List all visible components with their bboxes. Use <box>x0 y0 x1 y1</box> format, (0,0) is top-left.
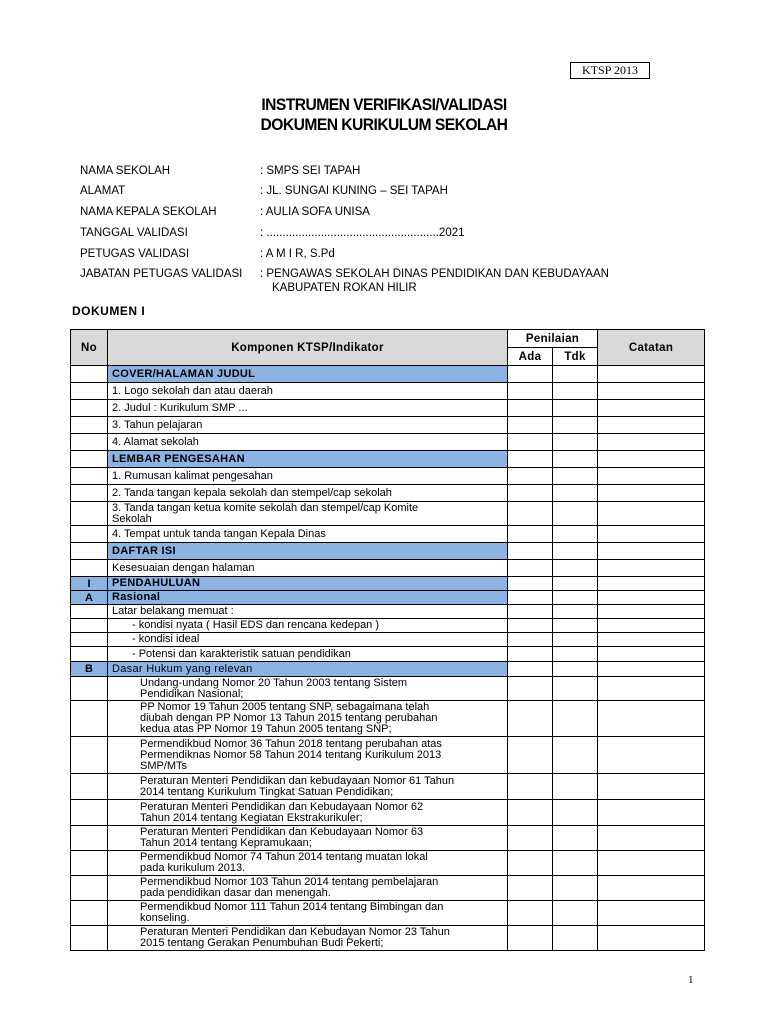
row-indikator: Peraturan Menteri Pendidikan dan Kebudayan Nomor 23 Tahun 2015 tentang Gerakan Penumbuhan Budi Pekerti; <box>108 926 508 951</box>
row-catatan-cell[interactable] <box>598 926 705 951</box>
row-number <box>71 901 108 926</box>
page-number: 1 <box>688 974 694 986</box>
row-ada-cell[interactable] <box>508 560 553 577</box>
row-indikator: 1. Rumusan kalimat pengesahan <box>108 468 508 485</box>
row-tdk-cell[interactable] <box>553 737 598 774</box>
header-tdk: Tdk <box>553 348 598 366</box>
info-key: JABATAN PETUGAS VALIDASI <box>80 268 243 280</box>
row-tdk-cell[interactable] <box>553 677 598 701</box>
row-catatan-cell[interactable] <box>598 417 705 434</box>
row-catatan-cell[interactable] <box>598 737 705 774</box>
row-number <box>71 677 108 701</box>
row-catatan-cell[interactable] <box>598 633 705 647</box>
row-number <box>71 543 108 560</box>
row-tdk-cell[interactable] <box>553 560 598 577</box>
row-catatan-cell[interactable] <box>598 851 705 876</box>
row-tdk-cell[interactable] <box>553 383 598 400</box>
row-tdk-cell[interactable] <box>553 647 598 662</box>
row-number <box>71 560 108 577</box>
row-tdk-cell[interactable] <box>553 400 598 417</box>
row-ada-cell[interactable] <box>508 543 553 560</box>
table-row <box>71 701 705 737</box>
row-number <box>71 876 108 901</box>
row-catatan-cell[interactable] <box>598 543 705 560</box>
info-key: PETUGAS VALIDASI <box>80 248 190 260</box>
row-tdk-cell[interactable] <box>553 800 598 826</box>
row-ada-cell[interactable] <box>508 876 553 901</box>
row-ada-cell[interactable] <box>508 485 553 502</box>
row-indikator: Permendikbud Nomor 103 Tahun 2014 tentang pembelajaran pada pendidikan dasar dan menengah. <box>108 876 508 901</box>
row-tdk-cell[interactable] <box>553 605 598 619</box>
row-catatan-cell[interactable] <box>598 901 705 926</box>
table-row <box>71 633 705 647</box>
row-ada-cell[interactable] <box>508 400 553 417</box>
table-row <box>71 851 705 876</box>
row-number <box>71 826 108 851</box>
row-indikator: PENDAHULUAN <box>108 577 508 591</box>
row-indikator: Peraturan Menteri Pendidikan dan kebudayaan Nomor 61 Tahun 2014 tentang Kurikulum Tingkat Satuan Pendidikan; <box>108 774 508 800</box>
row-number <box>71 737 108 774</box>
row-tdk-cell[interactable] <box>553 485 598 502</box>
table-row <box>71 400 705 417</box>
row-number <box>71 434 108 451</box>
row-indikator: 2. Tanda tangan kepala sekolah dan stempel/cap sekolah <box>108 485 508 502</box>
row-ada-cell[interactable] <box>508 737 553 774</box>
row-catatan-cell[interactable] <box>598 400 705 417</box>
row-catatan-cell[interactable] <box>598 468 705 485</box>
table-row <box>71 737 705 774</box>
header-ada: Ada <box>508 348 553 366</box>
row-number <box>71 851 108 876</box>
row-number: B <box>71 662 108 677</box>
row-ada-cell[interactable] <box>508 502 553 526</box>
header-catatan: Catatan <box>598 330 705 366</box>
row-number <box>71 633 108 647</box>
row-catatan-cell[interactable] <box>598 560 705 577</box>
row-catatan-cell[interactable] <box>598 451 705 468</box>
row-catatan-cell[interactable] <box>598 577 705 591</box>
row-catatan-cell[interactable] <box>598 383 705 400</box>
info-value-continued: KABUPATEN ROKAN HILIR <box>272 282 417 294</box>
row-number: A <box>71 591 108 605</box>
row-indikator: Permendikbud Nomor 111 Tahun 2014 tentang Bimbingan dan konseling. <box>108 901 508 926</box>
row-catatan-cell[interactable] <box>598 591 705 605</box>
row-tdk-cell[interactable] <box>553 591 598 605</box>
row-tdk-cell[interactable] <box>553 577 598 591</box>
row-indikator: 3. Tanda tangan ketua komite sekolah dan stempel/cap Komite Sekolah <box>108 502 508 526</box>
row-tdk-cell[interactable] <box>553 468 598 485</box>
row-indikator: Rasional <box>108 591 508 605</box>
table-row <box>71 662 705 677</box>
row-indikator: Permendikbud Nomor 36 Tahun 2018 tentang perubahan atas Permendiknas Nomor 58 Tahun 2014 tentang Kurikulum 2013 SMP/MTs <box>108 737 508 774</box>
row-tdk-cell[interactable] <box>553 774 598 800</box>
info-key: NAMA SEKOLAH <box>80 165 171 177</box>
row-catatan-cell[interactable] <box>598 826 705 851</box>
row-number <box>71 619 108 633</box>
section-label: DOKUMEN I <box>72 304 146 318</box>
title-line-1: INSTRUMEN VERIFIKASI/VALIDASI <box>261 95 507 114</box>
info-value: : AULIA SOFA UNISA <box>260 206 370 218</box>
row-ada-cell[interactable] <box>508 774 553 800</box>
row-number <box>71 926 108 951</box>
row-ada-cell[interactable] <box>508 605 553 619</box>
ktsp-badge: KTSP 2013 <box>570 62 650 79</box>
table-row <box>71 605 705 619</box>
row-ada-cell[interactable] <box>508 647 553 662</box>
row-catatan-cell[interactable] <box>598 619 705 633</box>
row-tdk-cell[interactable] <box>553 543 598 560</box>
row-indikator: 1. Logo sekolah dan atau daerah <box>108 383 508 400</box>
row-number <box>71 605 108 619</box>
row-ada-cell[interactable] <box>508 926 553 951</box>
row-ada-cell[interactable] <box>508 577 553 591</box>
row-indikator: 4. Tempat untuk tanda tangan Kepala Dinas <box>108 526 508 543</box>
row-indikator: LEMBAR PENGESAHAN <box>108 451 508 468</box>
row-ada-cell[interactable] <box>508 383 553 400</box>
row-number <box>71 417 108 434</box>
row-tdk-cell[interactable] <box>553 851 598 876</box>
row-tdk-cell[interactable] <box>553 451 598 468</box>
table-row <box>71 417 705 434</box>
row-indikator: DAFTAR ISI <box>108 543 508 560</box>
row-indikator: COVER/HALAMAN JUDUL <box>108 366 508 383</box>
row-tdk-cell[interactable] <box>553 502 598 526</box>
row-ada-cell[interactable] <box>508 366 553 383</box>
row-ada-cell[interactable] <box>508 901 553 926</box>
row-catatan-cell[interactable] <box>598 434 705 451</box>
table-row <box>71 451 705 468</box>
row-tdk-cell[interactable] <box>553 366 598 383</box>
row-number <box>71 701 108 737</box>
table-row <box>71 502 705 526</box>
row-tdk-cell[interactable] <box>553 901 598 926</box>
row-catatan-cell[interactable] <box>598 647 705 662</box>
row-number <box>71 800 108 826</box>
row-ada-cell[interactable] <box>508 619 553 633</box>
row-indikator: Latar belakang memuat : <box>108 605 508 619</box>
info-value: : A M I R, S.Pd <box>260 248 335 260</box>
info-key: ALAMAT <box>80 185 126 197</box>
row-ada-cell[interactable] <box>508 701 553 737</box>
row-indikator: Permendikbud Nomor 74 Tahun 2014 tentang muatan lokal pada kurikulum 2013. <box>108 851 508 876</box>
row-catatan-cell[interactable] <box>598 526 705 543</box>
row-catatan-cell[interactable] <box>598 366 705 383</box>
row-tdk-cell[interactable] <box>553 926 598 951</box>
row-catatan-cell[interactable] <box>598 662 705 677</box>
table-row <box>71 876 705 901</box>
row-number <box>71 366 108 383</box>
row-number <box>71 468 108 485</box>
table-row <box>71 543 705 560</box>
row-number <box>71 383 108 400</box>
header-komponen: Komponen KTSP/Indikator <box>108 330 508 366</box>
row-indikator: - kondisi nyata ( Hasil EDS dan rencana kedepan ) <box>108 619 508 633</box>
row-catatan-cell[interactable] <box>598 605 705 619</box>
table-row <box>71 485 705 502</box>
info-value: : JL. SUNGAI KUNING – SEI TAPAH <box>260 185 448 197</box>
info-key: TANGGAL VALIDASI <box>80 227 188 239</box>
row-indikator: Peraturan Menteri Pendidikan dan Kebudayaan Nomor 62 Tahun 2014 tentang Kegiatan Ekstrakurikuler; <box>108 800 508 826</box>
row-ada-cell[interactable] <box>508 662 553 677</box>
info-key: NAMA KEPALA SEKOLAH <box>80 206 217 218</box>
table-row <box>71 774 705 800</box>
row-number <box>71 774 108 800</box>
row-ada-cell[interactable] <box>508 677 553 701</box>
row-indikator: PP Nomor 19 Tahun 2005 tentang SNP, sebagaimana telah diubah dengan PP Nomor 13 Tahun 2015 tentang perubahan kedua atas PP Nomor 19 Tahun 2005 tentang SNP; <box>108 701 508 737</box>
table-row <box>71 826 705 851</box>
row-number <box>71 400 108 417</box>
table-row <box>71 468 705 485</box>
row-indikator: Kesesuaian dengan halaman <box>108 560 508 577</box>
info-value: : SMPS SEI TAPAH <box>260 165 361 177</box>
table-row <box>71 383 705 400</box>
row-ada-cell[interactable] <box>508 526 553 543</box>
row-ada-cell[interactable] <box>508 800 553 826</box>
row-ada-cell[interactable] <box>508 468 553 485</box>
row-tdk-cell[interactable] <box>553 526 598 543</box>
row-number <box>71 502 108 526</box>
info-value: : ......................................................2021 <box>260 227 465 239</box>
table-row <box>71 560 705 577</box>
row-ada-cell[interactable] <box>508 417 553 434</box>
table-row <box>71 677 705 701</box>
row-indikator: Undang-undang Nomor 20 Tahun 2003 tentang Sistem Pendidikan Nasional; <box>108 677 508 701</box>
row-catatan-cell[interactable] <box>598 800 705 826</box>
row-ada-cell[interactable] <box>508 826 553 851</box>
row-tdk-cell[interactable] <box>553 417 598 434</box>
row-catatan-cell[interactable] <box>598 677 705 701</box>
row-indikator: Peraturan Menteri Pendidikan dan Kebudayaan Nomor 63 Tahun 2014 tentang Kepramukaan; <box>108 826 508 851</box>
row-indikator: 2. Judul : Kurikulum SMP ... <box>108 400 508 417</box>
table-row <box>71 434 705 451</box>
row-indikator: Dasar Hukum yang relevan <box>108 662 508 677</box>
header-penilaian: Penilaian <box>508 330 598 348</box>
row-number <box>71 526 108 543</box>
table-row <box>71 577 705 591</box>
row-number: I <box>71 577 108 591</box>
table-body <box>71 366 705 951</box>
table-row <box>71 366 705 383</box>
row-ada-cell[interactable] <box>508 591 553 605</box>
row-indikator: - kondisi ideal <box>108 633 508 647</box>
row-tdk-cell[interactable] <box>553 701 598 737</box>
table-row <box>71 800 705 826</box>
row-ada-cell[interactable] <box>508 451 553 468</box>
row-tdk-cell[interactable] <box>553 633 598 647</box>
row-catatan-cell[interactable] <box>598 876 705 901</box>
table-row <box>71 647 705 662</box>
table-row <box>71 591 705 605</box>
title-line-2: DOKUMEN KURIKULUM SEKOLAH <box>260 115 508 134</box>
row-tdk-cell[interactable] <box>553 619 598 633</box>
header-no: No <box>71 330 108 366</box>
row-catatan-cell[interactable] <box>598 774 705 800</box>
row-ada-cell[interactable] <box>508 851 553 876</box>
row-number <box>71 485 108 502</box>
table-row <box>71 901 705 926</box>
row-indikator: 3. Tahun pelajaran <box>108 417 508 434</box>
row-ada-cell[interactable] <box>508 633 553 647</box>
row-tdk-cell[interactable] <box>553 876 598 901</box>
row-indikator: - Potensi dan karakteristik satuan pendidikan <box>108 647 508 662</box>
row-catatan-cell[interactable] <box>598 485 705 502</box>
row-indikator: 4. Alamat sekolah <box>108 434 508 451</box>
info-value: : PENGAWAS SEKOLAH DINAS PENDIDIKAN DAN KEBUDAYAAN <box>260 268 609 280</box>
row-number <box>71 451 108 468</box>
verification-table <box>70 329 705 951</box>
row-ada-cell[interactable] <box>508 434 553 451</box>
row-catatan-cell[interactable] <box>598 701 705 737</box>
row-catatan-cell[interactable] <box>598 502 705 526</box>
row-tdk-cell[interactable] <box>553 434 598 451</box>
table-row <box>71 619 705 633</box>
table-row <box>71 926 705 951</box>
row-tdk-cell[interactable] <box>553 826 598 851</box>
row-tdk-cell[interactable] <box>553 662 598 677</box>
row-number <box>71 647 108 662</box>
table-row <box>71 526 705 543</box>
